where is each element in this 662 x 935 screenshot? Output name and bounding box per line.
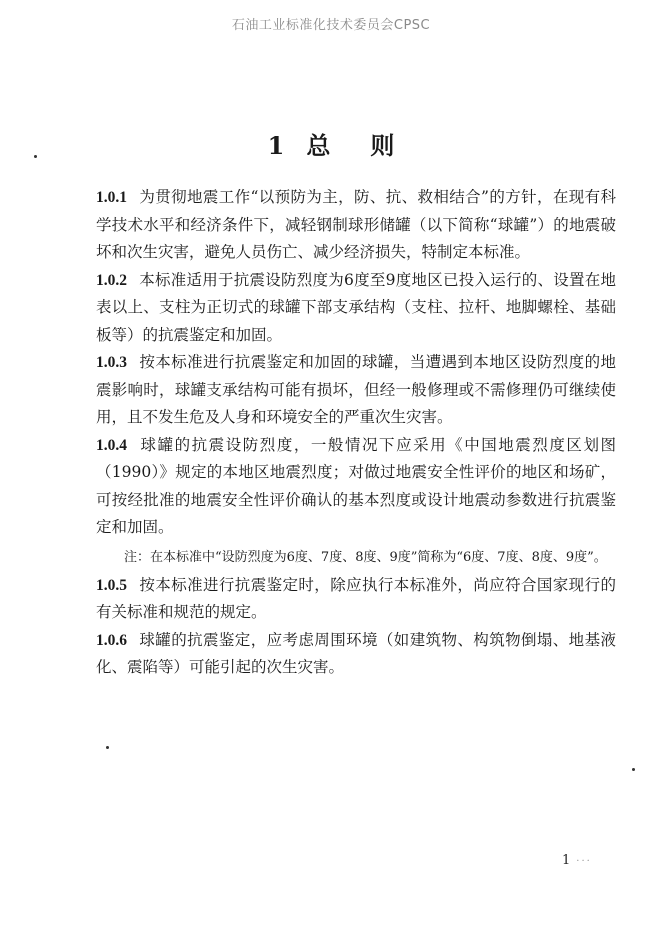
clause-text: 按本标准进行抗震鉴定时，除应执行本标准外，尚应符合国家现行的有关标准和规范的规定。 — [96, 575, 616, 621]
clause-number: 1.0.3 — [96, 354, 127, 371]
chapter-title-word-2: 则 — [370, 131, 395, 160]
clause-text: 按本标准进行抗震鉴定和加固的球罐，当遭遇到本地区设防烈度的地震影响时，球罐支承结构可能有损坏，但经一般修理或不需修理仍可继续使用，且不发生危及人身和环境安全的严重次生灾害。 — [96, 353, 616, 426]
scan-speck — [34, 155, 37, 158]
clause-text: 球罐的抗震设防烈度，一般情况下应采用《中国地震烈度区划图（1990）》规定的本地区地震烈度；对做过地震安全性评价的地区和场矿，可按经批准的地震安全性评价确认的基本烈度或设计地震动参数进行抗震鉴定和加固。 — [96, 435, 616, 536]
clause-number: 1.0.6 — [96, 631, 127, 649]
scan-speck — [106, 746, 109, 749]
page-number-trailing: ··· — [576, 856, 592, 867]
clause-paragraph — [96, 432, 616, 542]
page-header-source: 石油工业标准化技术委员会CPSC — [231, 18, 431, 33]
clause-paragraph — [96, 572, 616, 627]
clause-number: 1.0.2 — [96, 271, 127, 289]
clause-paragraph — [96, 349, 616, 432]
note-text: 注：在本标准中“设防烈度为6度、7度、8度、9度”简称为“6度、7度、8度、9度”。 — [124, 549, 607, 565]
clause-text: 球罐的抗震鉴定，应考虑周围环境（如建筑物、构筑物倒塌、地基液化、震陷等）可能引起的次生灾害。 — [96, 630, 616, 676]
chapter-title-word-1: 总 — [306, 131, 331, 160]
scan-speck — [632, 768, 635, 771]
clause-paragraph — [96, 627, 616, 682]
clause-number: 1.0.1 — [96, 189, 127, 206]
page-number-value: 1 — [562, 853, 571, 868]
clause-text: 本标准适用于抗震设防烈度为6度至9度地区已投入运行的、设置在地表以上、支柱为正切式的球罐下部支承结构（支柱、拉杆、地脚螺栓、基础板等）的抗震鉴定和加固。 — [96, 270, 616, 344]
clause-text: 为贯彻地震工作“以预防为主，防、抗、救相结合”的方针，在现有科学技术水平和经济条件下，减轻钢制球形储罐（以下简称“球罐”）的地震破坏和次生灾害，避免人员伤亡、减少经济损失，特制定本标准。 — [96, 188, 616, 261]
chapter-body — [96, 184, 616, 682]
page-number — [562, 853, 592, 868]
clause-number: 1.0.5 — [96, 576, 127, 594]
clause-number: 1.0.4 — [96, 436, 127, 454]
chapter-number: 1 — [267, 131, 285, 160]
clause-paragraph — [96, 267, 616, 350]
chapter-title — [0, 126, 662, 161]
clause-paragraph — [96, 184, 616, 267]
